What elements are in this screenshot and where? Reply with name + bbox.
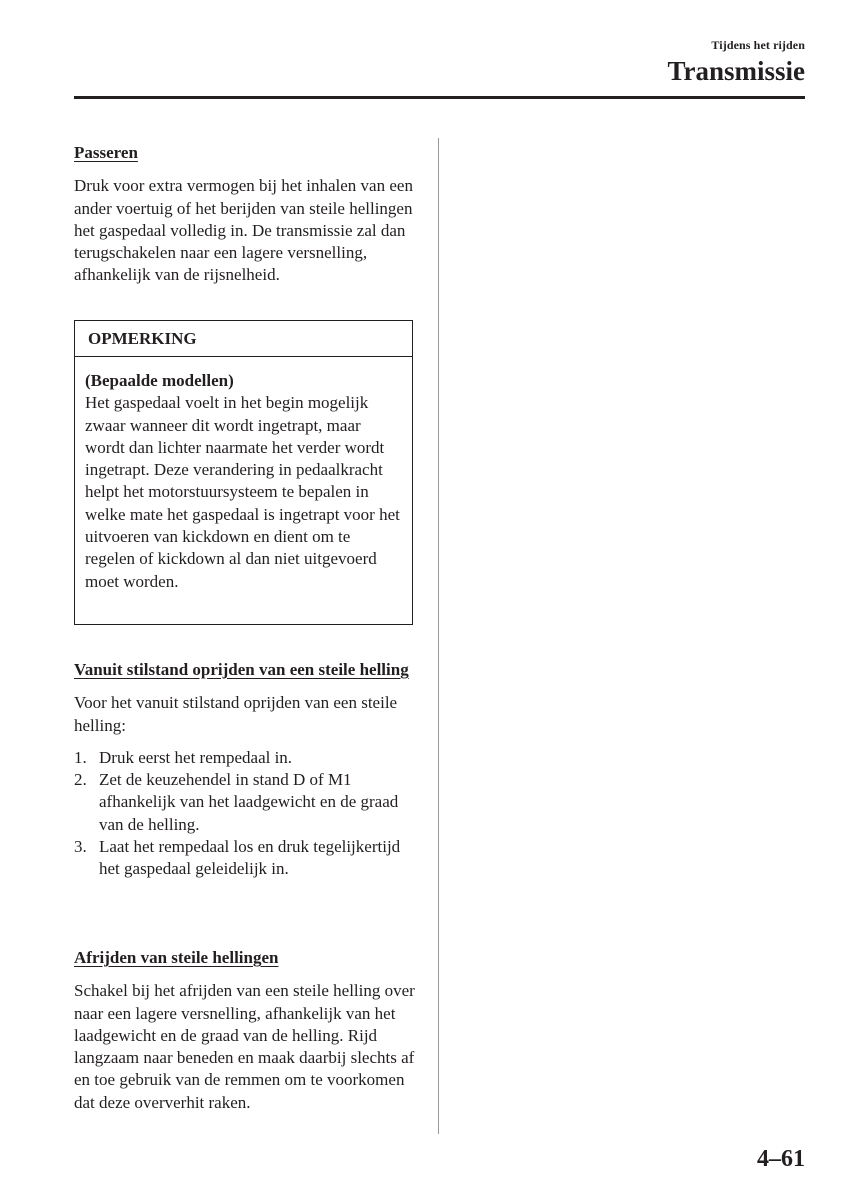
section-passeren bbox=[74, 142, 416, 287]
column-divider bbox=[438, 138, 439, 1134]
page-number: 4–61 bbox=[757, 1146, 805, 1172]
note-box bbox=[74, 320, 413, 625]
section-heading-passeren: Passeren bbox=[74, 143, 138, 162]
paragraph-passeren: Druk voor extra vermogen bij het inhalen van een ander voertuig of het berijden van steile hellingen het gaspedaal volledig in. De transmissie zal dan terugschakelen naar een lagere versnelling, afhankelijk van de rijsnelheid. bbox=[74, 176, 413, 285]
step-number: 3. bbox=[74, 837, 87, 857]
paragraph-afrijden: Schakel bij het afrijden van een steile helling over naar een lagere versnelling, afhankelijk van het laadgewicht en de graad van de helling. Rijd langzaam naar beneden en maak daarbij slechts af en toe gebruik van de remmen om te voorkomen dat deze oververhit raken. bbox=[74, 981, 415, 1112]
list-item bbox=[74, 836, 416, 881]
paragraph-oprijden-intro: Voor het vanuit stilstand oprijden van een steile helling: bbox=[74, 693, 398, 735]
chapter-label: Tijdens het rijden bbox=[711, 38, 805, 52]
note-text: Het gaspedaal voelt in het begin mogelijk zwaar wanneer dit wordt ingetrapt, maar wordt dan lichter naarmate het verder wordt ingetrapt. Deze verandering in pedaalkracht helpt het motorstuursysteem te bepalen in welke mate het gaspedaal is ingetrapt voor het uitvoeren van kickdown en dient om te regelen of kickdown al dan niet uitgevoerd moet worden. bbox=[85, 393, 400, 591]
steps-list bbox=[74, 747, 416, 881]
section-heading-afrijden: Afrijden van steile hellingen bbox=[74, 948, 279, 967]
section-heading-oprijden: Vanuit stilstand oprijden van een steile helling bbox=[74, 660, 409, 679]
list-item bbox=[74, 769, 416, 836]
section-oprijden bbox=[74, 659, 416, 881]
header-divider bbox=[74, 96, 805, 99]
note-heading: OPMERKING bbox=[75, 321, 412, 357]
note-body bbox=[75, 357, 412, 593]
step-text: Zet de keuzehendel in stand D of M1 afhankelijk van het laadgewicht en de graad van de helling. bbox=[99, 770, 399, 834]
section-afrijden bbox=[74, 947, 416, 1114]
step-number: 1. bbox=[74, 747, 87, 767]
step-text: Druk eerst het rempedaal in. bbox=[99, 747, 293, 767]
note-subheading: (Bepaalde modellen) bbox=[85, 371, 234, 390]
step-text: Laat het rempedaal los en druk tegelijkertijd het gaspedaal geleidelijk in. bbox=[99, 837, 401, 879]
step-number: 2. bbox=[74, 770, 87, 790]
page-title: Transmissie bbox=[667, 56, 805, 86]
list-item bbox=[74, 747, 416, 769]
